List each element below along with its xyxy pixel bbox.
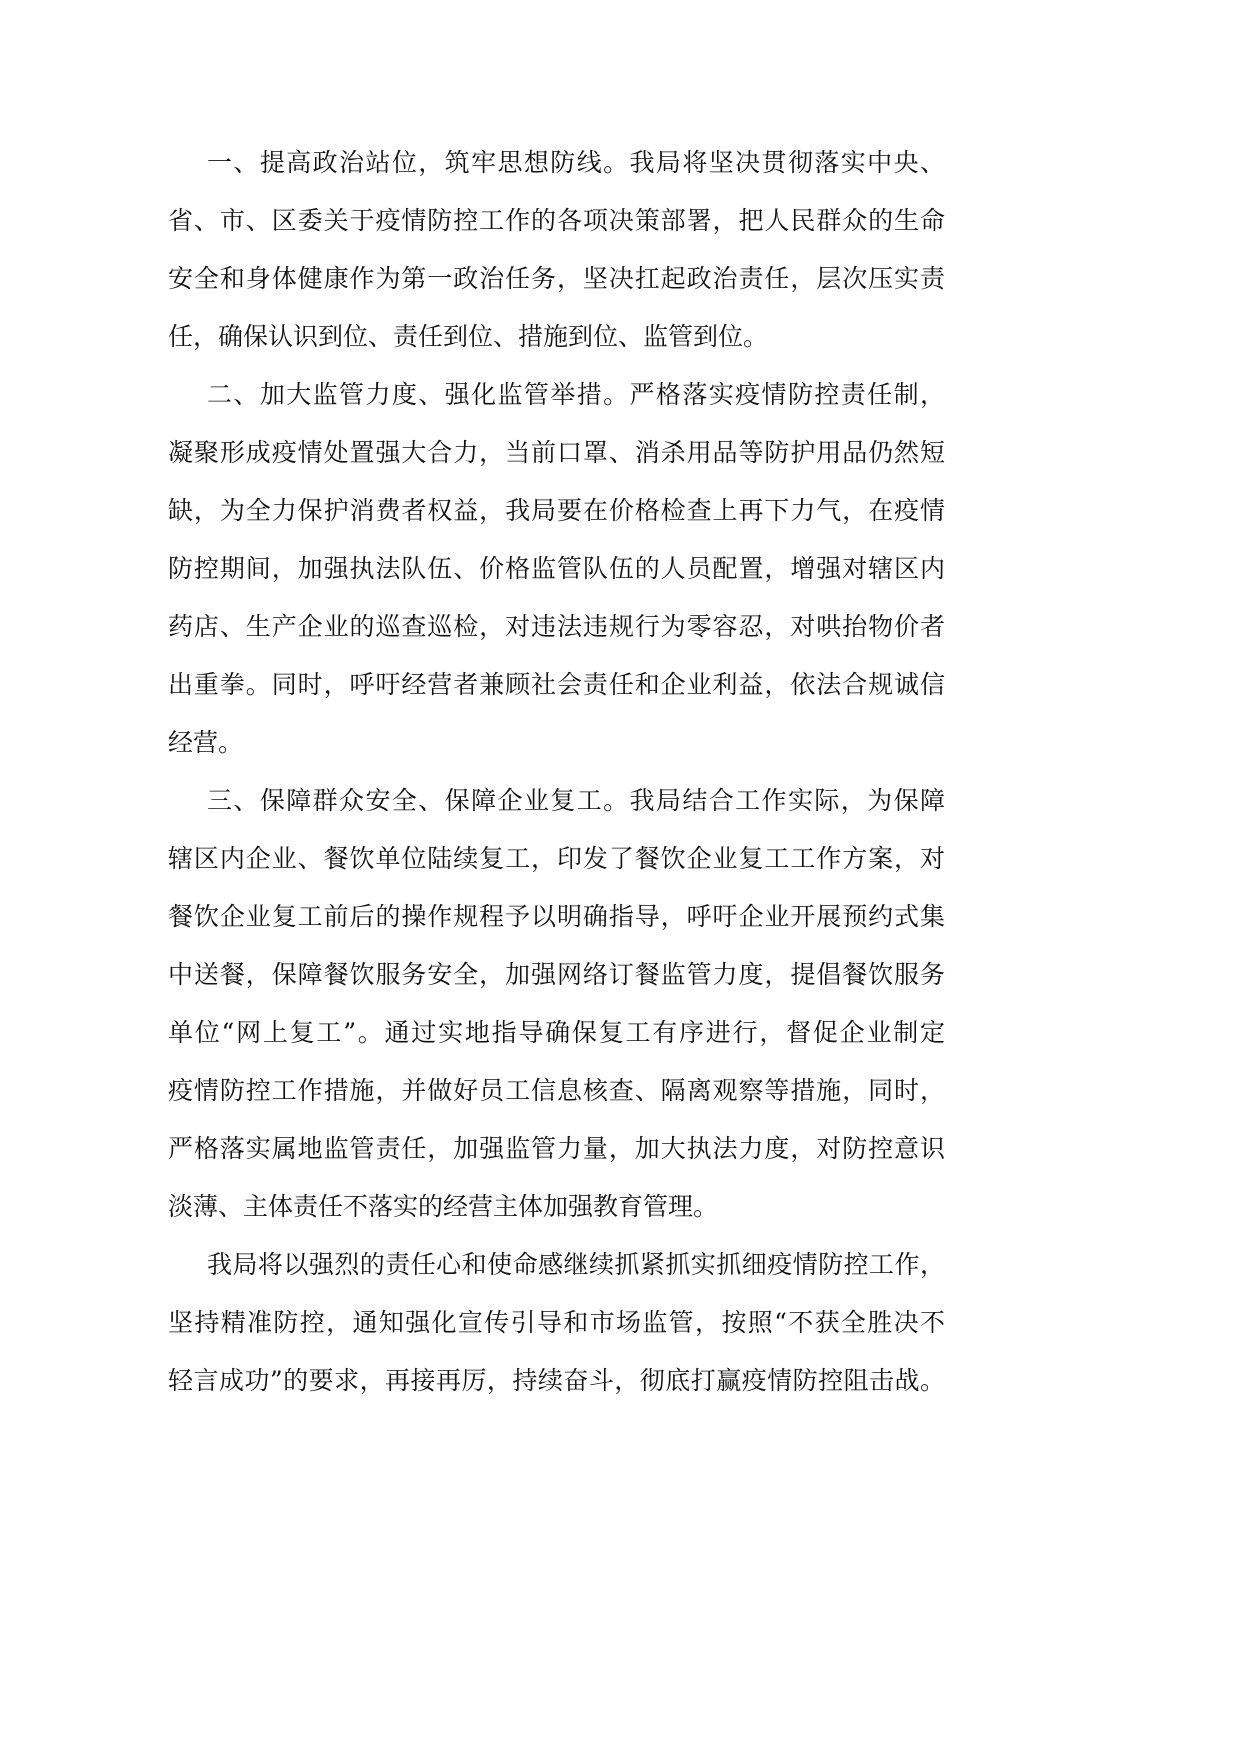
paragraph-line: 坚持精准防控，通知强化宣传引导和市场监管，按照“不获全胜决不 (168, 1308, 945, 1337)
paragraph-line: 三、保障群众安全、保障企业复工。我局结合工作实际，为保障 (207, 786, 945, 815)
paragraph-line: 辖区内企业、餐饮单位陆续复工，印发了餐饮企业复工工作方案，对 (168, 844, 945, 873)
paragraph-line: 二、加大监管力度、强化监管举措。严格落实疫情防控责任制， (207, 380, 945, 409)
paragraph-line: 缺，为全力保护消费者权益，我局要在价格检查上再下力气，在疫情 (168, 496, 945, 525)
paragraph-line: 任，确保认识到位、责任到位、措施到位、监管到位。 (168, 322, 769, 351)
paragraph-conclusion (168, 1236, 945, 1410)
paragraph-line: 中送餐，保障餐饮服务安全，加强网络订餐监管力度，提倡餐饮服务 (168, 960, 945, 989)
paragraph-line: 一、提高政治站位，筑牢思想防线。我局将坚决贯彻落实中央、 (207, 148, 945, 177)
paragraph-line: 单位“网上复工”。通过实地指导确保复工有序进行，督促企业制定 (168, 1018, 945, 1047)
paragraph-resumption (168, 772, 945, 1236)
document-body (168, 134, 945, 1410)
paragraph-line: 淡薄、主体责任不落实的经营主体加强教育管理。 (168, 1192, 719, 1221)
paragraph-line: 药店、生产企业的巡查巡检，对违法违规行为零容忍，对哄抬物价者 (168, 612, 945, 641)
paragraph-line: 餐饮企业复工前后的操作规程予以明确指导，呼吁企业开展预约式集 (168, 902, 945, 931)
paragraph-line: 安全和身体健康作为第一政治任务，坚决扛起政治责任，层次压实责 (168, 264, 945, 293)
paragraph-line: 经营。 (168, 728, 244, 757)
paragraph-line: 出重拳。同时，呼吁经营者兼顾社会责任和企业利益，依法合规诚信 (168, 670, 945, 699)
paragraph-line: 凝聚形成疫情处置强大合力，当前口罩、消杀用品等防护用品仍然短 (168, 438, 945, 467)
paragraph-political-stance (168, 134, 945, 366)
paragraph-line: 省、市、区委关于疫情防控工作的各项决策部署，把人民群众的生命 (168, 206, 945, 235)
paragraph-supervision (168, 366, 945, 772)
paragraph-line: 疫情防控工作措施，并做好员工信息核查、隔离观察等措施，同时， (168, 1076, 945, 1105)
paragraph-line: 严格落实属地监管责任，加强监管力量，加大执法力度，对防控意识 (168, 1134, 945, 1163)
paragraph-line: 防控期间，加强执法队伍、价格监管队伍的人员配置，增强对辖区内 (168, 554, 945, 583)
paragraph-line: 我局将以强烈的责任心和使命感继续抓紧抓实抓细疫情防控工作， (207, 1250, 945, 1279)
paragraph-line: 轻言成功”的要求，再接再厉，持续奋斗，彻底打赢疫情防控阻击战。 (168, 1366, 945, 1395)
